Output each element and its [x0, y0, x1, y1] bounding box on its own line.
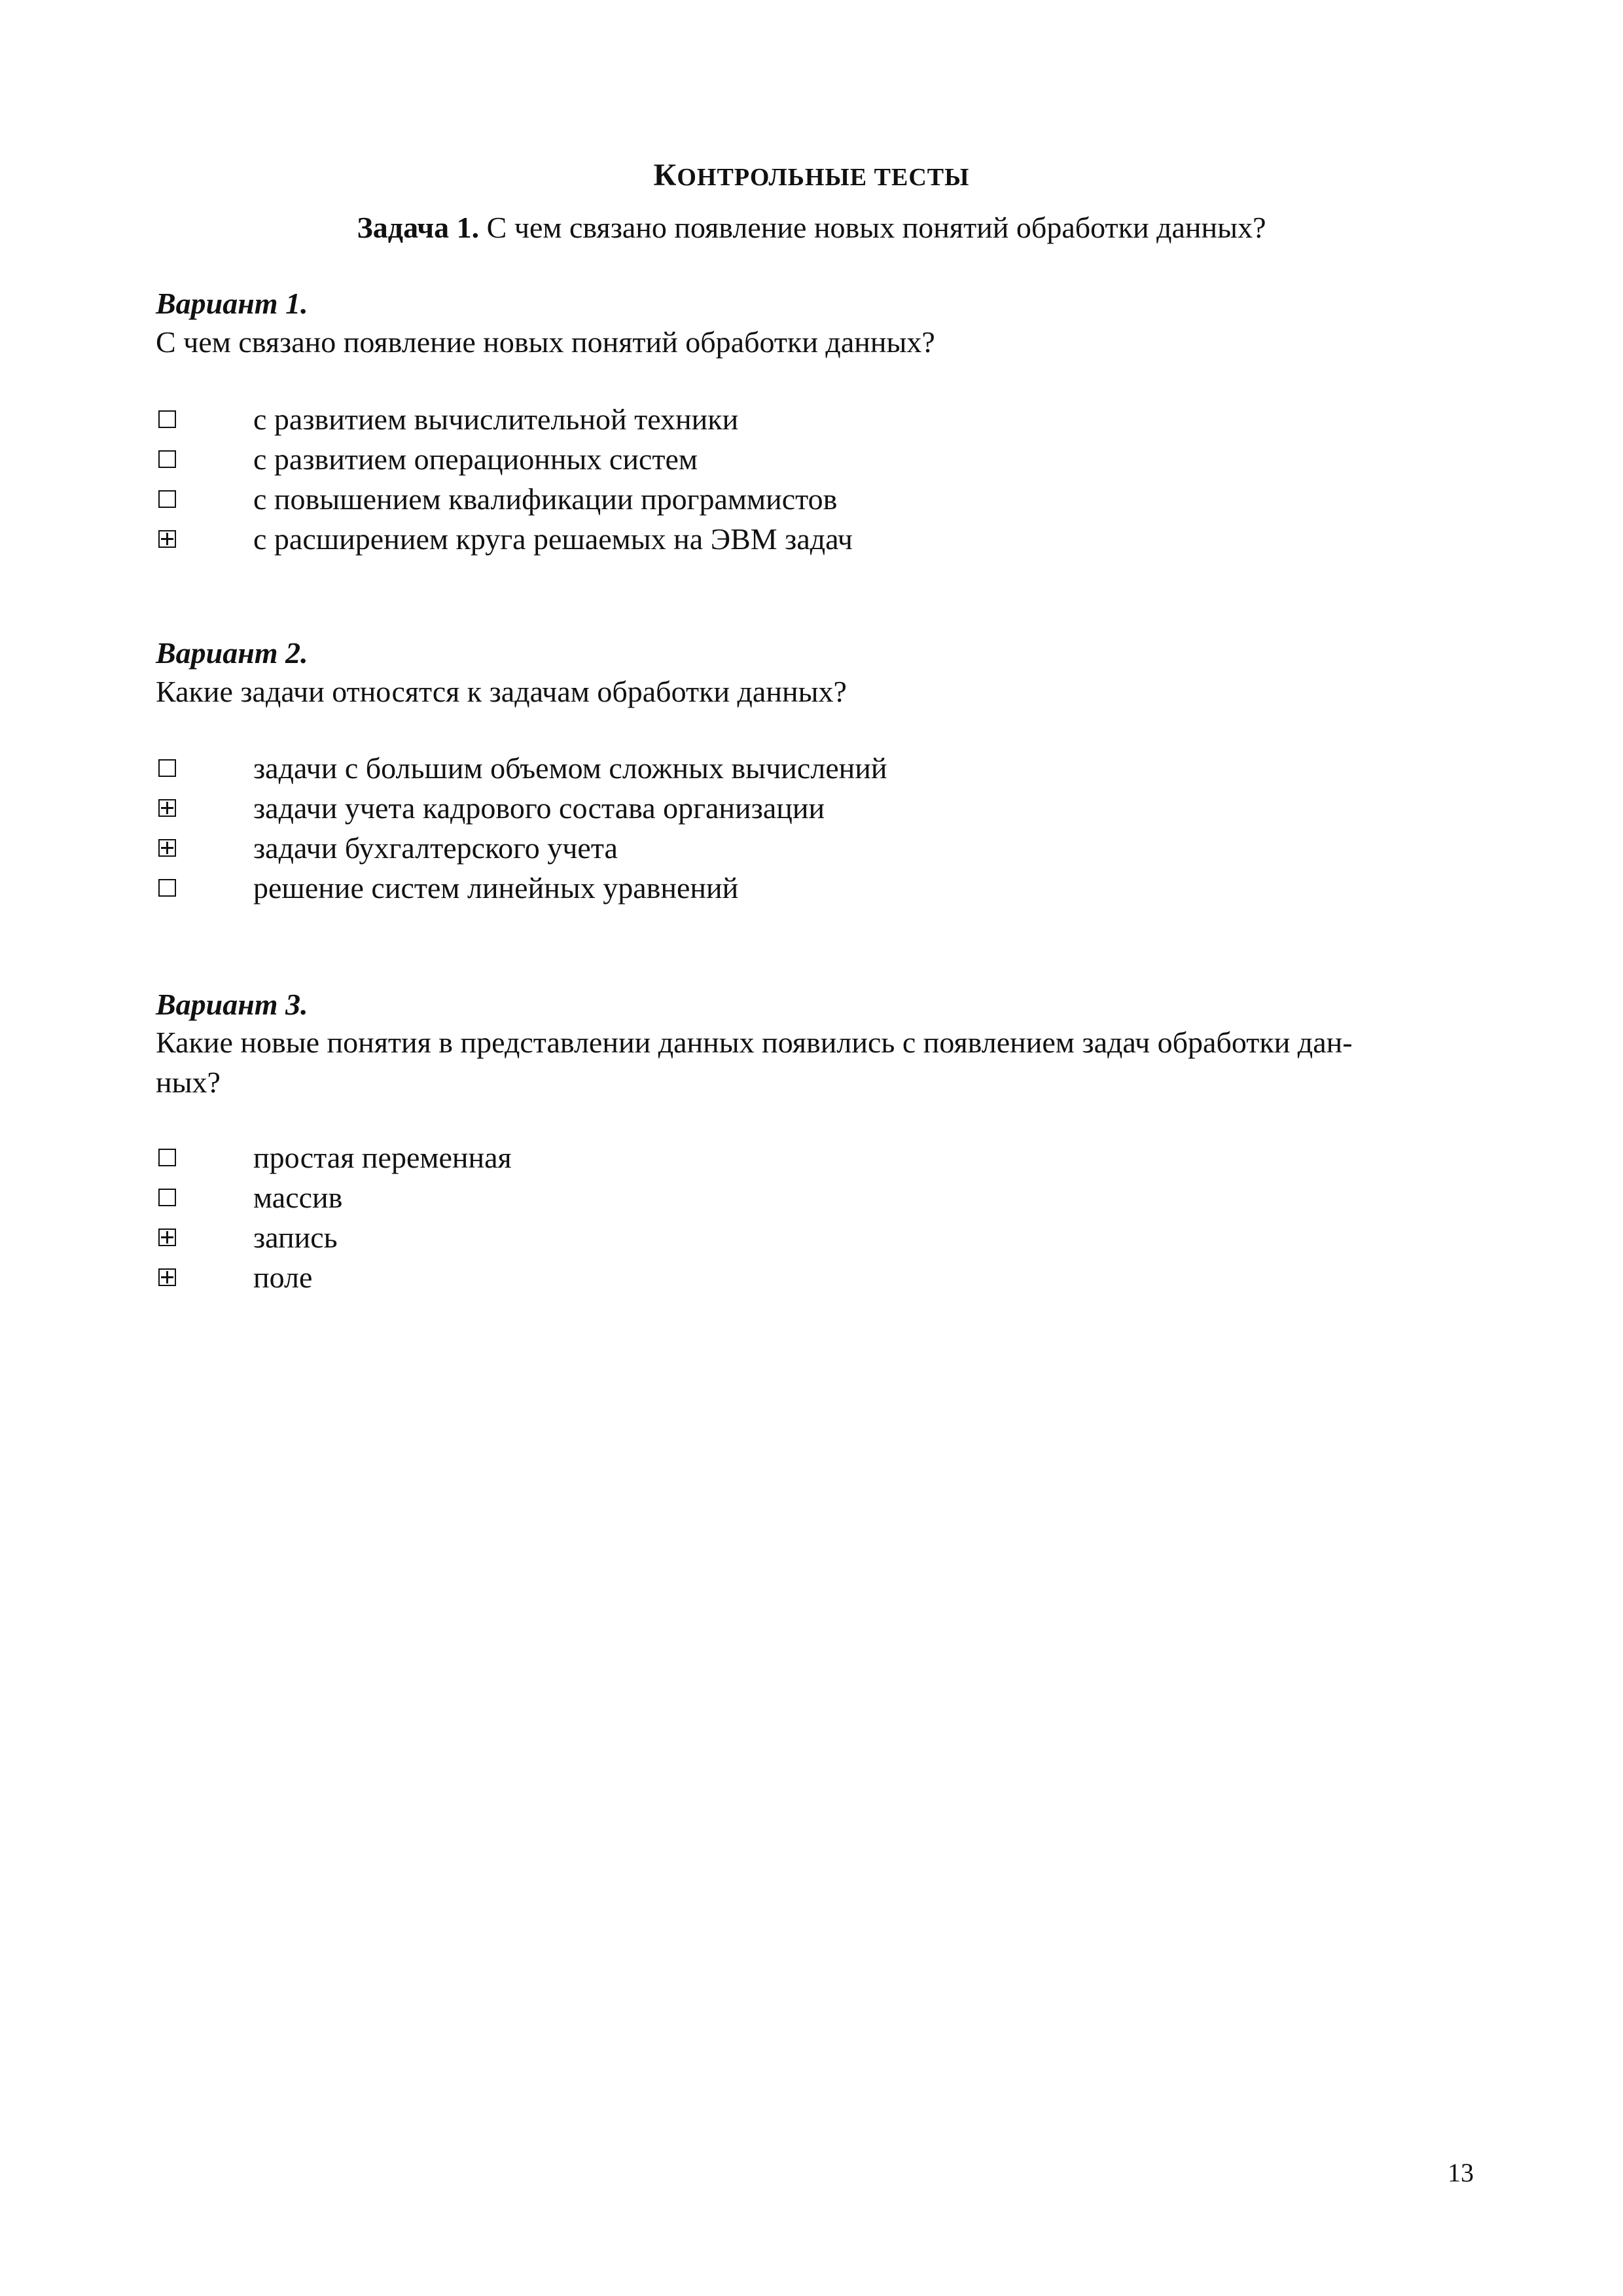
option-label: задачи с большим объемом сложных вычислений [253, 751, 887, 785]
option-label: задачи бухгалтерского учета [253, 831, 618, 865]
page-number: 13 [1448, 2158, 1474, 2187]
option-label: решение систем линейных уравнений [253, 871, 739, 905]
checked-box-icon [158, 839, 176, 857]
option-label: задачи учета кадрового состава организации [253, 791, 825, 825]
variant-1-option-4 [156, 519, 1471, 559]
variant-2-option-2 [156, 788, 1471, 828]
variant-3-option-4 [156, 1257, 1471, 1297]
variant-3-question-line-2: ных? [156, 1066, 221, 1099]
variant-2-title: Вариант 2. [156, 636, 308, 670]
option-label: с расширением круга решаемых на ЭВМ задач [253, 522, 853, 556]
task-label: Задача 1. [357, 211, 480, 244]
unchecked-box-icon [158, 759, 176, 777]
heading-first-letter: К [653, 158, 677, 192]
checked-box-icon [158, 1268, 176, 1286]
variant-3-question-line-1: Какие новые понятия в представлении данных появились с появлением задач обработки дан- [156, 1026, 1353, 1059]
variant-1-question: С чем связано появление новых понятий обработки данных? [156, 325, 935, 359]
variant-1-title: Вариант 1. [156, 287, 308, 320]
page-heading [0, 156, 1623, 197]
option-label: массив [253, 1181, 343, 1214]
option-label: поле [253, 1261, 313, 1294]
option-label: простая переменная [253, 1141, 512, 1174]
unchecked-box-icon [158, 1189, 176, 1206]
unchecked-box-icon [158, 450, 176, 468]
variant-1-option-2 [156, 439, 1471, 479]
option-label: с развитием вычислительной техники [253, 403, 739, 436]
option-label: с повышением квалификации программистов [253, 482, 838, 516]
task-statement [0, 208, 1623, 247]
unchecked-box-icon [158, 490, 176, 508]
variant-1-option-1 [156, 399, 1471, 439]
checked-box-icon [158, 799, 176, 817]
variant-3-option-1 [156, 1138, 1471, 1177]
variant-2-question: Какие задачи относятся к задачам обработки данных? [156, 675, 847, 708]
checked-box-icon [158, 1229, 176, 1246]
variant-3-title: Вариант 3. [156, 988, 308, 1021]
option-label: запись [253, 1221, 338, 1254]
variant-3-option-2 [156, 1177, 1471, 1217]
checked-box-icon [158, 530, 176, 548]
unchecked-box-icon [158, 410, 176, 428]
variant-2-option-4 [156, 868, 1471, 908]
unchecked-box-icon [158, 879, 176, 897]
heading-rest: ОНТРОЛЬНЫЕ ТЕСТЫ [677, 164, 970, 191]
variant-3-option-3 [156, 1217, 1471, 1257]
variant-2-option-1 [156, 748, 1471, 788]
task-text: С чем связано появление новых понятий обработки данных? [479, 211, 1266, 244]
variant-1-option-3 [156, 479, 1471, 519]
unchecked-box-icon [158, 1149, 176, 1166]
variant-2-option-3 [156, 828, 1471, 868]
option-label: с развитием операционных систем [253, 442, 698, 476]
